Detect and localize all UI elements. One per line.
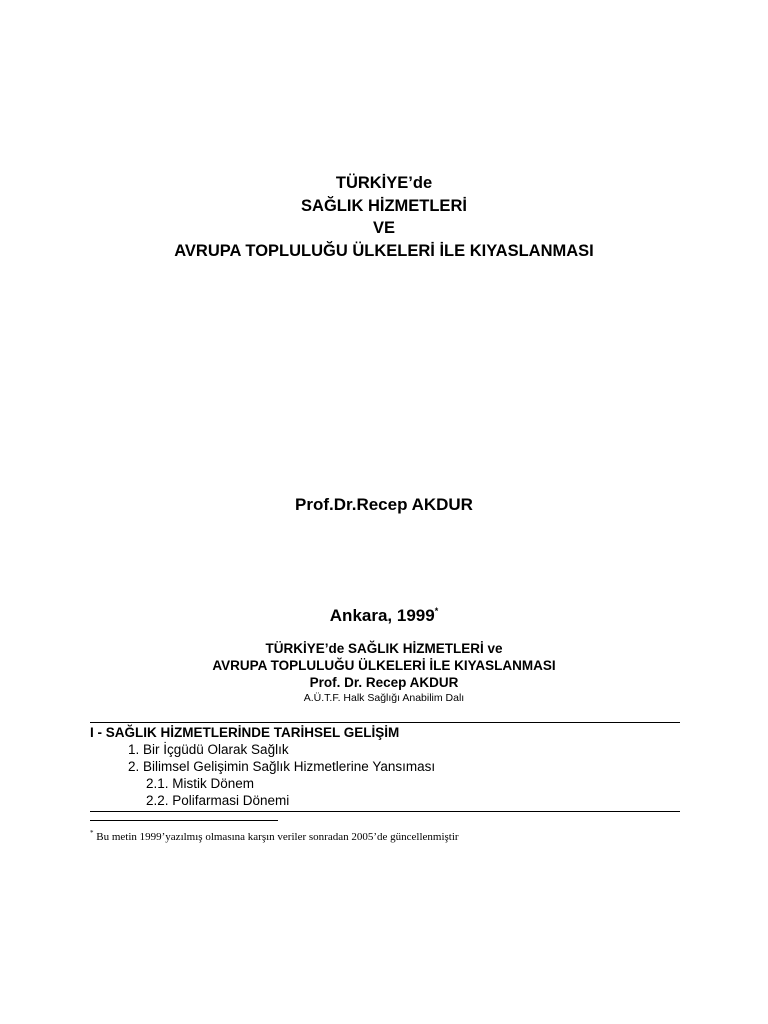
toc-bottom-rule [90, 811, 680, 812]
toc-item: 2. Bilimsel Gelişimin Sağlık Hizmetlerine Yansıması [128, 759, 436, 774]
footnote-text: Bu metin 1999’yazılmış olmasına karşın veriler sonradan 2005’de güncellenmiştir [93, 831, 459, 843]
toc-section-heading: I - SAĞLIK HİZMETLERİNDE TARİHSEL GELİŞİM [90, 725, 400, 740]
title-line-1: TÜRKİYE’de [335, 174, 433, 192]
footnote-marker: * [434, 606, 439, 616]
footnote-marker: * [90, 829, 94, 837]
toc-top-rule [90, 722, 680, 723]
toc-item: 1. Bir İçgüdü Olarak Sağlık [128, 742, 289, 757]
toc-subitem: 2.1. Mistik Dönem [146, 776, 255, 791]
footnote [90, 826, 459, 844]
cover-author: Prof.Dr.Recep AKDUR [295, 495, 473, 514]
place-year-text: Ankara, 1999 [329, 606, 435, 625]
place-year [0, 600, 768, 627]
toc-subitem: 2.2. Polifarmasi Dönemi [146, 793, 290, 808]
header-author: Prof. Dr. Recep AKDUR [309, 675, 459, 690]
title-line-3: VE [372, 219, 395, 237]
header-line-2: AVRUPA TOPLULUĞU ÜLKELERİ İLE KIYASLANMASI [212, 658, 556, 673]
header-line-1: TÜRKİYE’de SAĞLIK HİZMETLERİ ve [265, 641, 503, 656]
title-line-2: SAĞLIK HİZMETLERİ [301, 196, 467, 215]
footnote-rule [90, 820, 278, 821]
table-of-contents [90, 724, 680, 809]
section-header [0, 640, 768, 691]
department: A.Ü.T.F. Halk Sağlığı Anabilim Dalı [303, 692, 465, 704]
title-line-4: AVRUPA TOPLULUĞU ÜLKELERİ İLE KIYASLANMASI [174, 241, 594, 260]
document-title [0, 172, 768, 262]
